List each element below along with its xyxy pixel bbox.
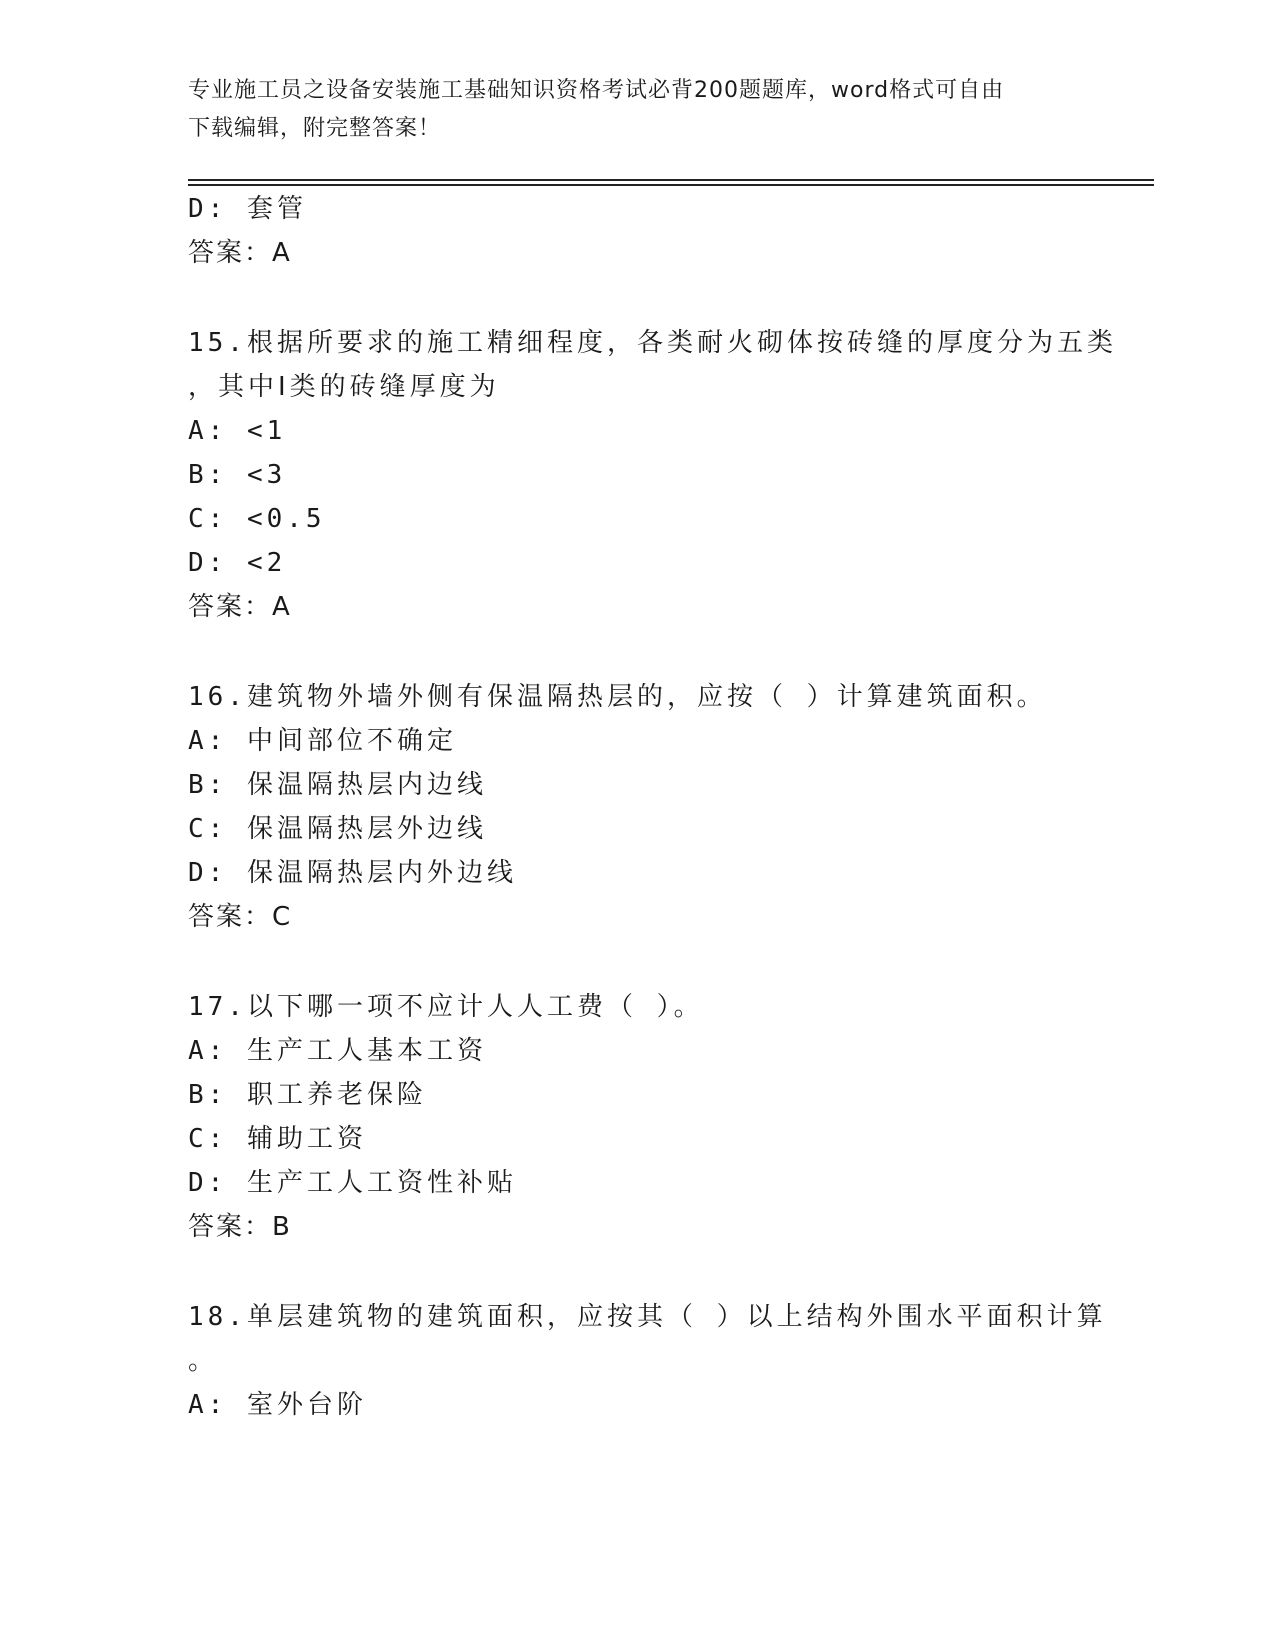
- header-line-2: 下载编辑，附完整答案！: [188, 116, 442, 141]
- q14-option-d: D: 套管: [188, 194, 307, 224]
- document-header: [188, 72, 1068, 148]
- q17-stem: 17.以下哪一项不应计人人工费（ ）。: [188, 992, 704, 1022]
- q18-stem-line-1: 18.单层建筑物的建筑面积，应按其（ ）以上结构外围水平面积计算: [188, 1302, 1107, 1332]
- q18-stem-line-2: 。: [188, 1346, 219, 1376]
- q15-option-c: C: <0.5: [188, 504, 326, 534]
- q15-option-d: D: <2: [188, 548, 287, 578]
- q15-stem-line-2: ，其中Ⅰ类的砖缝厚度为: [188, 372, 500, 402]
- header-divider-bottom: [188, 184, 1154, 186]
- q18-option-a: A: 室外台阶: [188, 1390, 367, 1420]
- q16-option-b: B: 保温隔热层内边线: [188, 770, 487, 800]
- q16-option-c: C: 保温隔热层外边线: [188, 814, 487, 844]
- q17-option-b: B: 职工养老保险: [188, 1080, 427, 1110]
- q17-answer: 答案：B: [188, 1212, 292, 1242]
- q16-answer: 答案：C: [188, 902, 293, 932]
- q17-option-d: D: 生产工人工资性补贴: [188, 1168, 517, 1198]
- q16-option-a: A: 中间部位不确定: [188, 726, 457, 756]
- q14-answer: 答案：A: [188, 238, 292, 268]
- q17-option-c: C: 辅助工资: [188, 1124, 367, 1154]
- header-line-1: 专业施工员之设备安装施工基础知识资格考试必背200题题库，word格式可自由: [188, 78, 1005, 103]
- header-divider-top: [188, 179, 1154, 181]
- q15-stem-line-1: 15.根据所要求的施工精细程度，各类耐火砌体按砖缝的厚度分为五类: [188, 328, 1117, 358]
- q16-stem: 16.建筑物外墙外侧有保温隔热层的，应按（ ）计算建筑面积。: [188, 682, 1047, 712]
- q17-option-a: A: 生产工人基本工资: [188, 1036, 487, 1066]
- q15-answer: 答案：A: [188, 592, 292, 622]
- q15-option-a: A: <1: [188, 416, 287, 446]
- q16-option-d: D: 保温隔热层内外边线: [188, 858, 517, 888]
- q15-option-b: B: <3: [188, 460, 287, 490]
